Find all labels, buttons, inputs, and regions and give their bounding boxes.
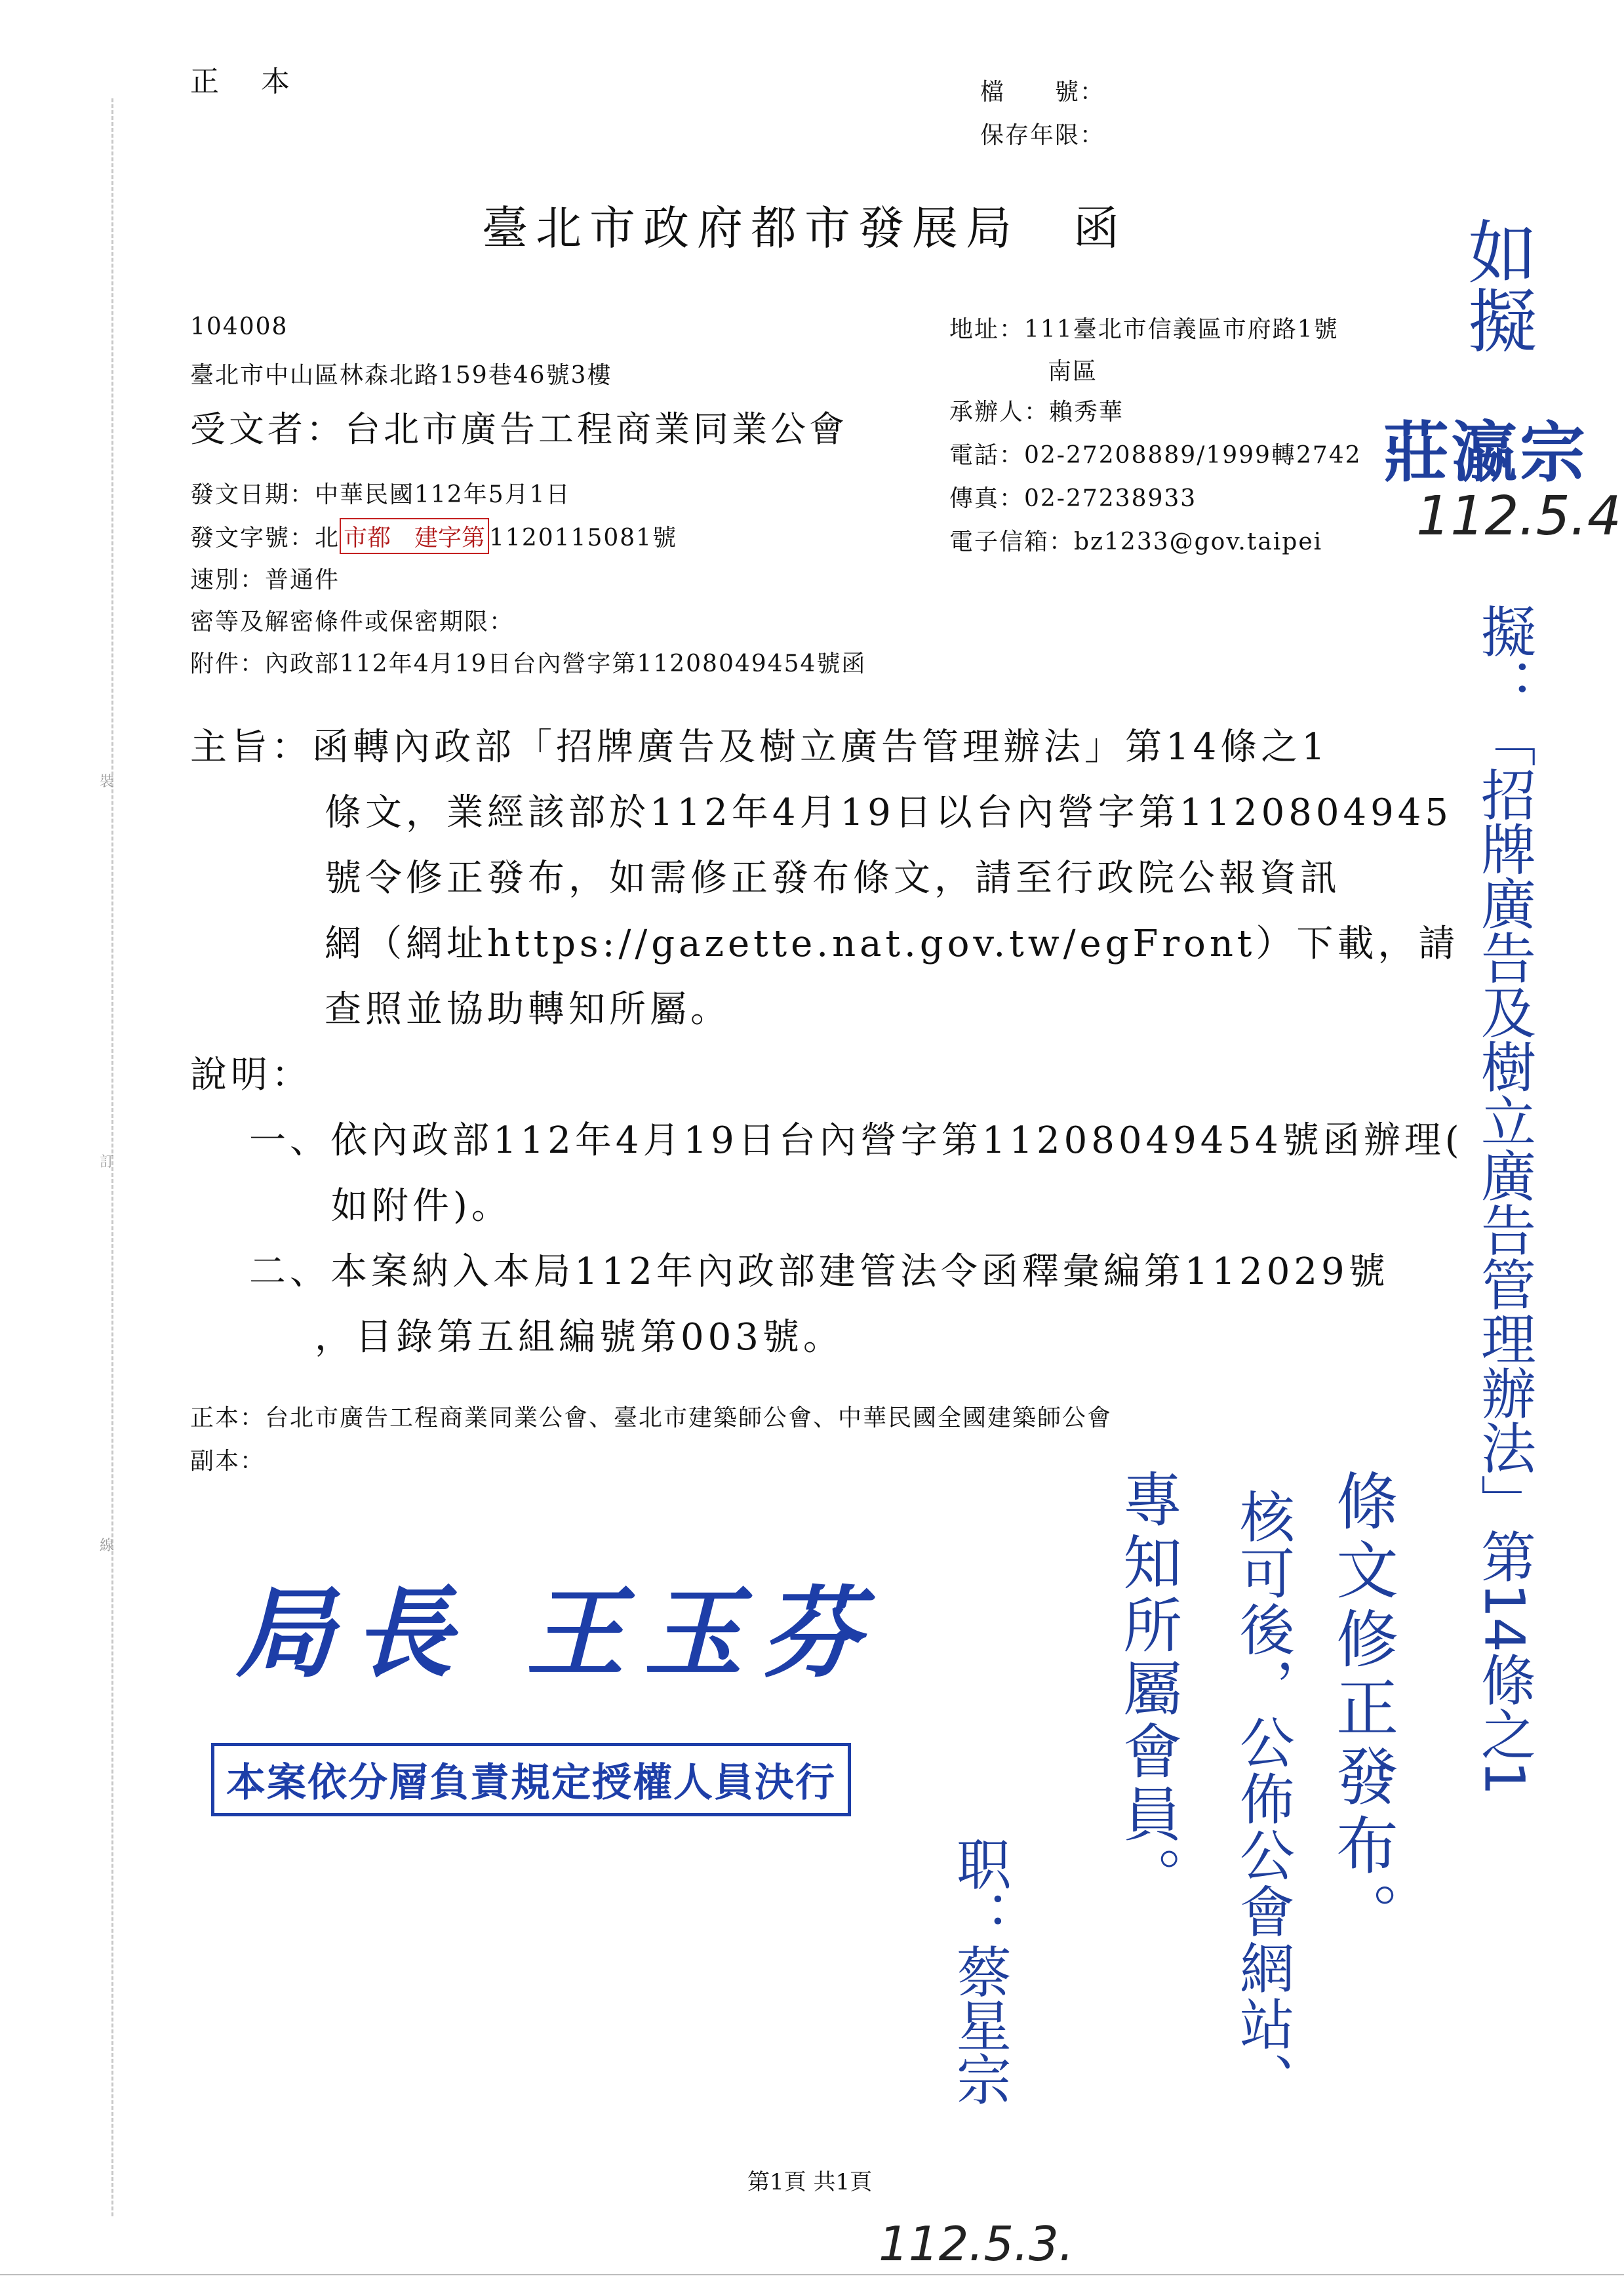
handwritten-approval: 如擬 [1457,216,1537,354]
copy-recipients: 副本： [190,1448,266,1475]
contact-address-line2: 南區 [1048,358,1098,385]
document-title: 臺北市政府都市發展局 函 [482,201,1127,255]
postal-code: 104008 [190,313,288,340]
explanation-item: 一、依內政部112年4月19日台內營字第11208049454號函辦理( [249,1119,1463,1162]
original-recipients: 正本：台北市廣告工程商業同業公會、臺北市建築師公會、中華民國全國建築師公會 [190,1405,1113,1431]
explanation-item: 二、本案納入本局112年內政部建管法令函釋彙編第112029號 [249,1250,1389,1293]
subject-line: 網（網址https://gazette.nat.gov.tw/egFront）下載，請 [325,923,1459,965]
page-number: 第1頁 共1頁 [747,2169,873,2195]
subject-line: 號令修正發布，如需修正發布條文，請至行政院公報資訊 [325,857,1341,900]
speed-category: 速別：普通件 [190,567,340,593]
handwritten-proposal: 核可後，公佈公會網站、 [1231,1488,1296,2109]
margin-mark: 訂 [100,1154,115,1170]
scan-edge [0,2274,1624,2275]
explanation-heading: 說明： [190,1054,312,1096]
margin-mark: 裝 [100,774,115,790]
subject-line: 查照並協助轉知所屬。 [325,988,731,1031]
document-number-suffix: 1120115081號 [489,525,678,551]
recipient: 受文者：台北市廣告工程商業同業公會 [190,409,848,450]
document-number-prefix: 發文字號：北 [190,525,340,551]
explanation-item-continued: ，目錄第五組編號第003號。 [315,1316,844,1359]
handwritten-approval-date: 112.5.4 [1416,485,1621,548]
file-number-label: 檔 號： [980,79,1105,106]
director-signature-stamp: 局長 王玉芬 [236,1576,881,1691]
authorization-stamp: 本案依分層負責規定授權人員決行 [211,1743,851,1816]
handwritten-proposal: 專知所屬會員。 [1113,1469,1181,1909]
document-number [190,518,677,554]
handwritten-proposal: 條文修正發布。 [1326,1469,1398,1951]
handwritten-draft-date: 112.5.3. [879,2216,1074,2271]
fax: 傳真：02-27238933 [949,485,1197,512]
phone: 電話：02-27208889/1999轉2742 [949,442,1362,469]
issue-date: 發文日期：中華民國112年5月1日 [190,481,571,508]
recipient-address: 臺北市中山區林森北路159巷46號3樓 [190,362,612,389]
email: 電子信箱：bz1233@gov.taipei [949,529,1323,555]
handwritten-proposal: 擬：「招牌廣告及樹立廣告管理辦法」第14條之1 [1472,603,1537,1795]
subject-line: 條文，業經該部於112年4月19日以台內營字第1120804945 [325,791,1453,834]
retention-period-label: 保存年限： [980,122,1105,149]
attachment: 附件：內政部112年4月19日台內營字第11208049454號函 [190,650,867,677]
handler: 承辦人：賴秀華 [949,399,1124,426]
secrecy-level: 密等及解密條件或保密期限： [190,609,515,635]
handwritten-drafter: 职：蔡星宗 [947,1836,1012,2105]
subject-line: 主旨：函轉內政部「招牌廣告及樹立廣告管理辦法」第14條之1 [190,726,1329,768]
margin-mark: 線 [100,1538,115,1554]
copy-type: 正 本 [190,65,296,98]
explanation-item-continued: 如附件)。 [331,1185,512,1227]
red-seal-mark: 市都 建字第 [340,518,489,554]
handwritten-approver: 莊瀛宗 [1383,414,1588,491]
contact-address: 地址：111臺北市信義區市府路1號 [949,316,1339,343]
